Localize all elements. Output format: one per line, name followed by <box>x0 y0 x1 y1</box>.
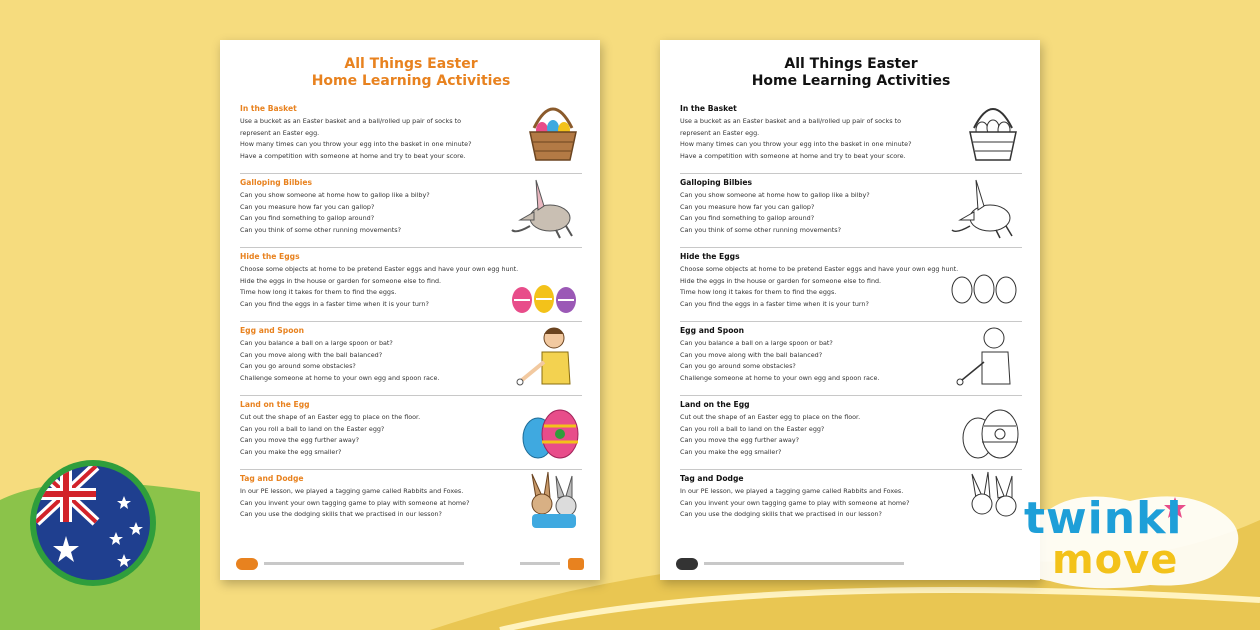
section-egg-and-spoon <box>240 322 582 396</box>
text-line: Use a bucket as an Easter basket and a ball/rolled up pair of socks to <box>240 117 461 125</box>
text-line: Can you think of some other running movements? <box>680 225 841 234</box>
text-line: Can you move the egg further away? <box>680 436 800 445</box>
australian-flag-badge <box>30 460 156 586</box>
text-line: Can you find something to gallop around? <box>680 214 815 223</box>
section-heading: Egg and Spoon <box>680 326 745 335</box>
text-line: In our PE lesson, we played a tagging game called Rabbits and Foxes. <box>240 487 464 495</box>
text-line: Can you show someone at home how to gallop like a bilby? <box>680 191 870 199</box>
text-line: Hide the eggs in the house or garden for someone else to find. <box>680 276 882 285</box>
text-line: Can you show someone at home how to gallop like a bilby? <box>240 191 430 199</box>
section-heading: Galloping Bilbies <box>240 178 313 187</box>
text-line: Can you use the dodging skills that we practised in our lesson? <box>680 510 882 519</box>
text-line: Have a competition with someone at home and try to beat your score. <box>240 151 466 160</box>
text-line: Challenge someone at home to your own egg and spoon race. <box>680 373 880 382</box>
text-line: Can you invent your own tagging game to play with someone at home? <box>240 498 470 507</box>
child-egg-spoon-icon <box>512 322 582 392</box>
text-line: Have a competition with someone at home and try to beat your score. <box>680 151 906 160</box>
worksheet-colour <box>220 40 600 580</box>
section-in-the-basket <box>680 100 1022 174</box>
text-line: Can you invent your own tagging game to play with someone at home? <box>680 498 910 507</box>
text-line: Can you make the egg smaller? <box>680 447 782 456</box>
text-line: Can you find something to gallop around? <box>240 214 375 223</box>
title-line-1: All Things Easter <box>344 56 478 72</box>
text-line: Can you move along with the ball balanced? <box>680 350 823 359</box>
worksheet-title <box>680 56 1022 100</box>
easter-eggs-icon <box>510 282 582 314</box>
section-galloping-bilbies <box>680 174 1022 248</box>
easter-basket-icon <box>964 96 1022 166</box>
text-line: Challenge someone at home to your own egg and spoon race. <box>240 373 440 382</box>
text-line: Can you think of some other running movements? <box>240 225 401 234</box>
text-line: Use a bucket as an Easter basket and a ball/rolled up pair of socks to <box>680 117 901 125</box>
decorated-egg-icon <box>520 404 582 466</box>
section-heading: Galloping Bilbies <box>680 178 753 187</box>
text-line: Can you roll a ball to land on the Easter egg? <box>680 424 825 433</box>
section-land-on-the-egg <box>680 396 1022 470</box>
section-heading: In the Basket <box>240 104 297 113</box>
section-tag-and-dodge <box>680 470 1022 534</box>
title-line-2: Home Learning Activities <box>751 73 951 89</box>
text-line: Can you find the eggs in a faster time when it is your turn? <box>680 299 869 308</box>
twinkl-logo-icon <box>236 558 258 570</box>
worksheet-black-and-white <box>660 40 1040 580</box>
australian-flag-icon <box>36 466 150 580</box>
twinkl-wordmark: twinkl <box>1024 493 1183 544</box>
text-line: Choose some objects at home to be pretend Easter eggs and have your own egg hunt. <box>240 265 519 273</box>
text-line: Can you find the eggs in a faster time when it is your turn? <box>240 299 429 308</box>
title-line-1: All Things Easter <box>784 56 918 72</box>
text-line: How many times can you throw your egg into the basket in one minute? <box>240 140 472 149</box>
worksheet-title <box>240 56 582 100</box>
worksheet-footer <box>236 558 584 572</box>
section-heading: Hide the Eggs <box>680 252 740 261</box>
section-egg-and-spoon <box>680 322 1022 396</box>
easter-basket-icon <box>524 96 582 166</box>
section-heading: Tag and Dodge <box>680 474 744 483</box>
title-line-2: Home Learning Activities <box>311 73 511 89</box>
text-line: Can you measure how far you can gallop? <box>240 202 375 211</box>
text-line: Can you go around some obstacles? <box>680 362 796 371</box>
text-line: Time how long it takes for them to find the eggs. <box>680 288 837 297</box>
section-heading: Tag and Dodge <box>240 474 304 483</box>
footer-url-line <box>520 562 560 565</box>
section-heading: Hide the Eggs <box>240 252 300 261</box>
section-tag-and-dodge <box>240 470 582 534</box>
text-line: Hide the eggs in the house or garden for someone else to find. <box>240 276 442 285</box>
section-hide-the-eggs <box>680 248 1022 322</box>
footer-badge-icon <box>568 558 584 570</box>
move-wordmark: move <box>1052 537 1179 583</box>
footer-text-line <box>264 562 464 565</box>
bilby-icon <box>510 174 582 244</box>
twinkl-move-logo <box>1000 485 1250 595</box>
section-heading: Land on the Egg <box>680 400 750 409</box>
worksheet-footer <box>676 558 1024 572</box>
text-line: Can you measure how far you can gallop? <box>680 202 815 211</box>
section-in-the-basket <box>240 100 582 174</box>
easter-eggs-icon <box>950 272 1022 304</box>
text-line: represent an Easter egg. <box>240 128 320 137</box>
section-galloping-bilbies <box>240 174 582 248</box>
text-line: Can you use the dodging skills that we practised in our lesson? <box>240 510 442 519</box>
text-line: Can you roll a ball to land on the Easter egg? <box>240 424 385 433</box>
text-line: represent an Easter egg. <box>680 128 760 137</box>
text-line: Can you move the egg further away? <box>240 436 360 445</box>
section-heading: In the Basket <box>680 104 737 113</box>
section-heading: Land on the Egg <box>240 400 310 409</box>
section-hide-the-eggs <box>240 248 582 322</box>
text-line: Can you balance a ball on a large spoon or bat? <box>240 339 393 347</box>
text-line: In our PE lesson, we played a tagging game called Rabbits and Foxes. <box>680 487 904 495</box>
decorated-egg-icon <box>960 404 1022 466</box>
section-land-on-the-egg <box>240 396 582 470</box>
footer-text-line <box>704 562 904 565</box>
text-line: Cut out the shape of an Easter egg to place on the floor. <box>680 413 861 421</box>
twinkl-logo-icon <box>676 558 698 570</box>
section-heading: Egg and Spoon <box>240 326 305 335</box>
text-line: Time how long it takes for them to find the eggs. <box>240 288 397 297</box>
text-line: Can you go around some obstacles? <box>240 362 356 371</box>
bilby-icon <box>950 174 1022 244</box>
child-egg-spoon-icon <box>952 322 1022 392</box>
text-line: Can you balance a ball on a large spoon or bat? <box>680 339 833 347</box>
text-line: Can you move along with the ball balanced? <box>240 350 383 359</box>
text-line: Choose some objects at home to be pretend Easter eggs and have your own egg hunt. <box>680 265 959 273</box>
bunnies-icon <box>522 468 582 530</box>
text-line: How many times can you throw your egg into the basket in one minute? <box>680 140 912 149</box>
text-line: Cut out the shape of an Easter egg to place on the floor. <box>240 413 421 421</box>
text-line: Can you make the egg smaller? <box>240 447 342 456</box>
